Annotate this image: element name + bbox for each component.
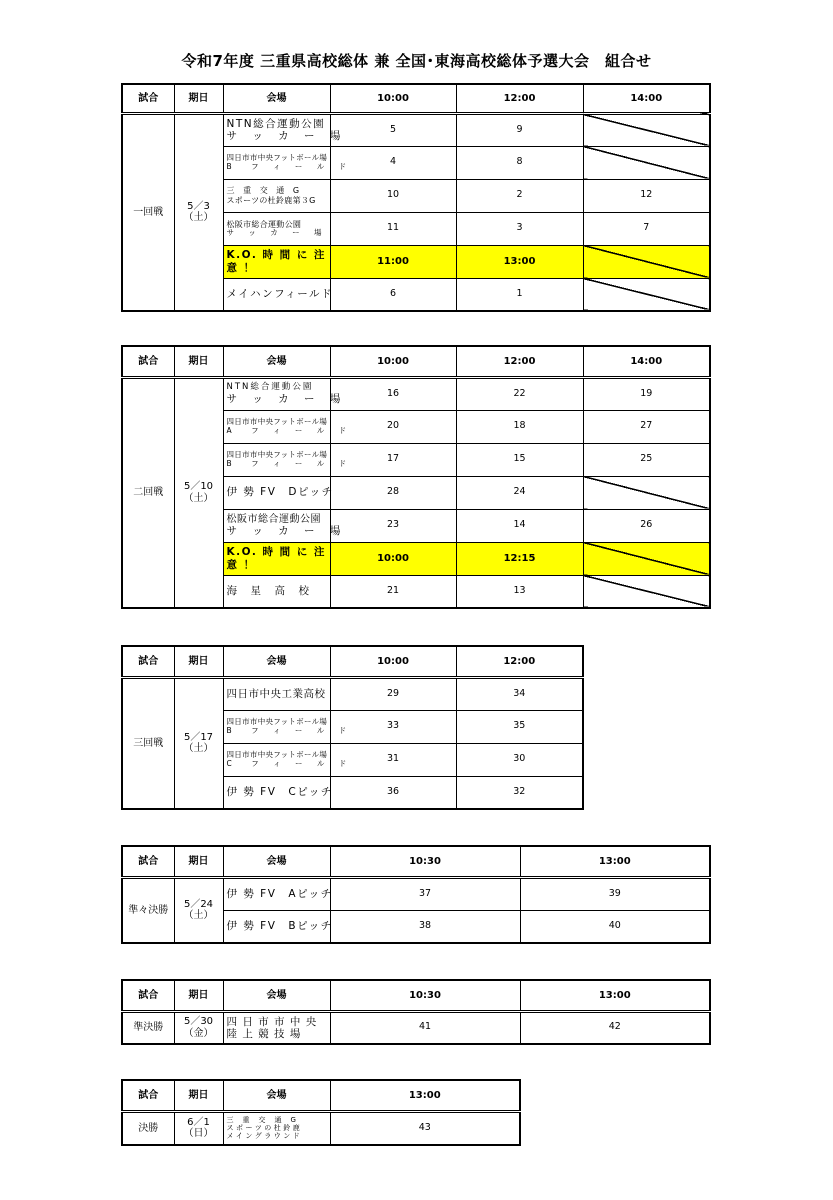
- header-time: 10:00: [330, 346, 456, 377]
- venue-name: [223, 1111, 330, 1145]
- match-date: [174, 1011, 223, 1044]
- header-venue: 会場: [223, 646, 330, 677]
- venue-line: NTN総合運動公園: [226, 117, 326, 130]
- venue-name: [223, 776, 333, 809]
- round1-table: [121, 83, 711, 312]
- match-number: 12: [583, 179, 710, 212]
- match-number: 16: [330, 377, 456, 410]
- header-round: 試合: [122, 846, 174, 877]
- venue-name: [223, 575, 330, 608]
- round-label: 準々決勝: [122, 877, 174, 943]
- match-number: 31: [330, 743, 456, 776]
- match-number: 1: [456, 278, 583, 311]
- venue-name: [223, 278, 334, 311]
- match-date: [174, 377, 223, 608]
- date-weekday: （土）: [183, 492, 214, 504]
- venue-line: 三 重 交 通 G: [226, 1116, 297, 1125]
- match-number: 19: [583, 377, 710, 410]
- venue-line: メイングラウンド: [226, 1132, 303, 1141]
- venue-line: 四日市市中央フットボール場: [226, 416, 328, 426]
- header-round: 試合: [122, 1080, 174, 1111]
- venue-line: NTN総合運動公園: [226, 382, 314, 393]
- venue-name: [223, 710, 353, 743]
- match-number: 8: [456, 146, 583, 179]
- header-date: 期日: [174, 846, 223, 877]
- match-number: 11: [330, 212, 456, 245]
- date-weekday: （土）: [183, 743, 214, 755]
- match-number: 25: [583, 443, 710, 476]
- match-number: 4: [330, 146, 456, 179]
- match-number: 39: [520, 877, 710, 910]
- round-label: 二回戦: [122, 377, 174, 608]
- kickoff-time: 10:00: [330, 542, 456, 575]
- match-number: 2: [456, 179, 583, 212]
- venue-name: [223, 377, 347, 410]
- header-time: 12:00: [456, 84, 583, 113]
- venue-line: 四日市市中央フットボール場: [226, 716, 328, 726]
- date-weekday: （日）: [183, 1128, 214, 1140]
- venue-line: サ ッ カ ー 場: [226, 130, 347, 142]
- date-weekday: （金）: [183, 1027, 214, 1039]
- match-number: 21: [330, 575, 456, 608]
- match-number: 5: [330, 113, 456, 146]
- round-label: 三回戦: [122, 677, 174, 809]
- header-time: 12:00: [456, 646, 583, 677]
- match-number: 6: [330, 278, 456, 311]
- match-number: 29: [330, 677, 456, 710]
- date-day: 5／24: [183, 898, 214, 910]
- venue-name: [223, 443, 353, 476]
- venue-name: [223, 113, 347, 146]
- match-number: 40: [520, 910, 710, 943]
- header-time: 10:30: [330, 846, 520, 877]
- date-day: 5／10: [183, 481, 214, 493]
- venue-line: 四 日 市 市 中 央: [226, 1015, 318, 1028]
- header-round: 試合: [122, 646, 174, 677]
- venue-line: スポーツの杜鈴鹿第３G: [226, 195, 316, 205]
- venue-line: 海 星 高 校: [226, 585, 311, 598]
- kickoff-time: 13:00: [456, 245, 583, 278]
- header-venue: 会場: [223, 346, 330, 377]
- header-time: 14:00: [583, 346, 710, 377]
- venue-name: [223, 910, 333, 943]
- empty-slot: [583, 278, 710, 311]
- match-number: 36: [330, 776, 456, 809]
- round-label: 準決勝: [122, 1011, 174, 1044]
- venue-line: メイハンフィールド: [226, 288, 334, 301]
- date-day: 5／30: [183, 1016, 214, 1028]
- match-number: 24: [456, 476, 583, 509]
- empty-slot: [583, 476, 710, 509]
- venue-name: [223, 677, 330, 710]
- empty-slot: [583, 575, 710, 608]
- match-number: 26: [583, 509, 710, 542]
- date-day: 6／1: [187, 1116, 210, 1128]
- semifinal-table: [121, 979, 711, 1045]
- venue-line: 松阪市総合運動公園: [226, 219, 302, 229]
- venue-line: 陸 上 競 技 場: [226, 1027, 302, 1040]
- date-day: 5／3: [187, 200, 210, 212]
- venue-name: [223, 146, 353, 179]
- empty-slot: [583, 146, 710, 179]
- venue-name: [223, 476, 334, 509]
- match-number: 10: [330, 179, 456, 212]
- header-venue: 会場: [223, 846, 330, 877]
- venue-line: 伊 勢 FV Bピッチ: [226, 920, 333, 933]
- header-venue: 会場: [223, 980, 330, 1011]
- venue-line: 伊 勢 FV Aピッチ: [226, 887, 333, 900]
- match-date: [174, 877, 223, 943]
- match-number: 33: [330, 710, 456, 743]
- match-date: [174, 113, 223, 311]
- venue-line: 伊 勢 FV Dピッチ: [226, 486, 334, 499]
- match-number: 42: [520, 1011, 710, 1044]
- header-venue: 会場: [223, 1080, 330, 1111]
- header-date: 期日: [174, 84, 223, 113]
- venue-line: サ ッ カ ー 場: [226, 392, 347, 405]
- match-date: [174, 677, 223, 809]
- venue-line: C フ ィ ー ル ド: [226, 758, 353, 768]
- venue-line: A フ ィ ー ル ド: [226, 425, 353, 435]
- date-day: 5／17: [183, 731, 214, 743]
- round2-table: [121, 345, 711, 609]
- match-number: 7: [583, 212, 710, 245]
- match-number: 38: [330, 910, 520, 943]
- venue-line: 四日市市中央フットボール場: [226, 449, 328, 459]
- venue-line: B フ ィ ー ル ド: [226, 161, 353, 171]
- venue-line: 四日市市中央フットボール場: [226, 152, 328, 162]
- match-number: 27: [583, 410, 710, 443]
- header-round: 試合: [122, 84, 174, 113]
- header-date: 期日: [174, 646, 223, 677]
- page-title: 令和7年度 三重県高校総体 兼 全国･東海高校総体予選大会 組合せ: [181, 52, 652, 70]
- quarterfinal-table: [121, 845, 711, 944]
- header-time: 13:00: [520, 846, 710, 877]
- empty-slot: [583, 542, 710, 575]
- date-weekday: （土）: [183, 212, 214, 224]
- kickoff-time: 12:15: [456, 542, 583, 575]
- empty-slot: [583, 113, 710, 146]
- header-date: 期日: [174, 1080, 223, 1111]
- round3-table: [121, 645, 584, 810]
- header-time: 13:00: [520, 980, 710, 1011]
- header-time: 10:00: [330, 84, 456, 113]
- match-number: 37: [330, 877, 520, 910]
- venue-name: [223, 509, 347, 542]
- venue-line: 四日市中央工業高校: [226, 687, 326, 700]
- venue-line: 伊 勢 FV Cピッチ: [226, 786, 333, 799]
- match-number: 9: [456, 113, 583, 146]
- venue-line: B フ ィ ー ル ド: [226, 458, 353, 468]
- venue-name: [223, 1011, 330, 1044]
- match-number: 3: [456, 212, 583, 245]
- match-number: 32: [456, 776, 583, 809]
- header-time: 12:00: [456, 346, 583, 377]
- match-number: 35: [456, 710, 583, 743]
- match-number: 18: [456, 410, 583, 443]
- kickoff-time: 11:00: [330, 245, 456, 278]
- header-time: 10:30: [330, 980, 520, 1011]
- match-number: 17: [330, 443, 456, 476]
- venue-line: B フ ィ ー ル ド: [226, 725, 353, 735]
- venue-name: [223, 179, 330, 212]
- header-round: 試合: [122, 346, 174, 377]
- venue-line: 三 重 交 通 G: [226, 186, 300, 196]
- round-label: 一回戦: [122, 113, 174, 311]
- venue-name: [223, 877, 333, 910]
- venue-line: サ ッ カ ー 場: [226, 525, 347, 538]
- match-number: 28: [330, 476, 456, 509]
- header-time: 10:00: [330, 646, 456, 677]
- empty-slot: [583, 245, 710, 278]
- match-number: 23: [330, 509, 456, 542]
- venue-name: [223, 212, 330, 245]
- venue-name: [223, 410, 353, 443]
- round-label: 決勝: [122, 1111, 174, 1145]
- match-number: 14: [456, 509, 583, 542]
- header-time: 14:00: [583, 84, 710, 113]
- match-date: [174, 1111, 223, 1145]
- venue-line: 四日市市中央フットボール場: [226, 749, 328, 759]
- match-number: 15: [456, 443, 583, 476]
- header-date: 期日: [174, 346, 223, 377]
- final-table: [121, 1079, 521, 1146]
- header-date: 期日: [174, 980, 223, 1011]
- match-number: 30: [456, 743, 583, 776]
- match-number: 43: [330, 1111, 520, 1145]
- kickoff-notice: K.O. 時 間 に 注 意 ！: [223, 245, 330, 278]
- match-number: 41: [330, 1011, 520, 1044]
- venue-line: サ ッ カ ー 場: [226, 227, 328, 237]
- header-round: 試合: [122, 980, 174, 1011]
- match-number: 34: [456, 677, 583, 710]
- venue-name: [223, 743, 353, 776]
- venue-line: スポーツの杜鈴鹿: [226, 1124, 303, 1133]
- match-number: 22: [456, 377, 583, 410]
- header-venue: 会場: [223, 84, 330, 113]
- match-number: 20: [330, 410, 456, 443]
- venue-line: 松阪市総合運動公園: [226, 513, 321, 525]
- date-weekday: （土）: [183, 910, 214, 922]
- kickoff-notice: K.O. 時 間 に 注 意 ！: [223, 542, 330, 575]
- match-number: 13: [456, 575, 583, 608]
- header-time: 13:00: [330, 1080, 520, 1111]
